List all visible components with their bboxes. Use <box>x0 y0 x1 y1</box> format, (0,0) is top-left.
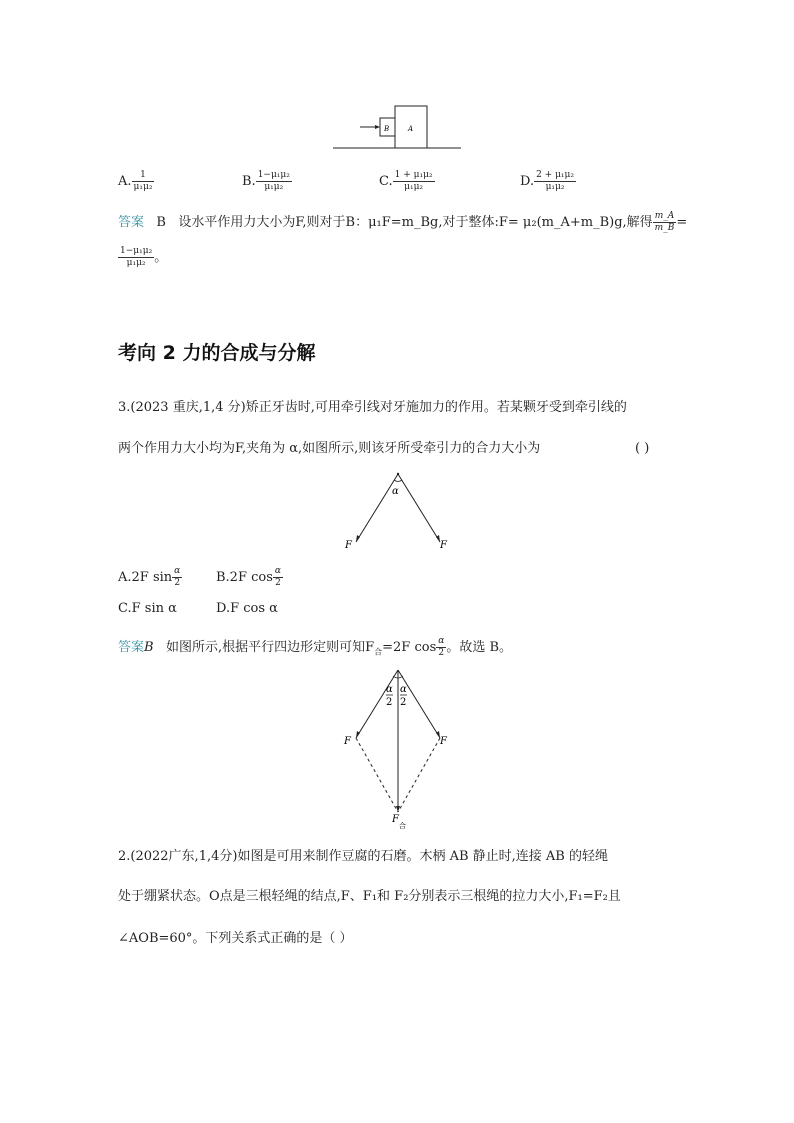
arrow-head-down-icon <box>396 806 400 812</box>
q3-line2: 两个作用力大小均为F,夹角为 α,如图所示,则该牙所受牵引力的合力大小为 <box>118 441 541 456</box>
q1-option-b: B. $\frac{\text{1−μ₁μ₂}}{\text{μ₁μ₂}}$ <box>242 170 290 192</box>
block-diagram <box>325 100 465 155</box>
q1-answer: 答案 B 设水平作用力大小为F,则对于B：μ₁F=m_Bg,对于整体:F= μ₂(m_A+m_B)g,解得 $\frac{m\_A}{m\_B}$ = <box>118 211 688 233</box>
f-right-label: F <box>440 736 447 747</box>
answer-label: 答案 <box>118 640 145 655</box>
angle-arc <box>394 480 402 482</box>
q3-line1: 3.(2023 重庆,1,4 分)矫正牙齿时,可用牵引线对牙施加力的作用。若某颗牙受到牵引线的 <box>118 400 627 415</box>
force-line-right <box>398 474 440 542</box>
vertex-dot <box>397 473 399 475</box>
dashed-line-right <box>398 738 440 812</box>
section-title: 考向 2 力的合成与分解 <box>118 342 316 364</box>
f-left-label: F <box>345 540 352 551</box>
answer-label: 答案 <box>118 215 145 230</box>
arrow-head-icon <box>375 125 380 129</box>
q2-line2: 处于绷紧状态。O点是三根轻绳的结点,F、F₁和 F₂分别表示三根绳的拉力大小,F₁=F₂且 <box>118 889 621 904</box>
alpha-left-label: α <box>386 684 393 695</box>
dashed-line-left <box>356 738 398 812</box>
alpha-label: α <box>392 486 399 497</box>
two-left-label: 2 <box>386 697 393 708</box>
alpha-right-label: α <box>400 684 407 695</box>
q1-option-c: C. $\frac{\text{1 + μ₁μ₂}}{\text{μ₁μ₂}}$ <box>379 170 433 192</box>
force-figure-1 <box>340 468 460 554</box>
q2-line1: 2.(2022广东,1,4分)如图是可用来制作豆腐的石磨。木柄 AB 静止时,连接 AB 的轻绳 <box>118 849 608 864</box>
q3-option-d: D.F cos α <box>216 601 278 616</box>
two-right-label: 2 <box>400 697 407 708</box>
q1-option-a: A. $\frac{1}{\text{μ₁μ₂}}$ <box>118 170 153 192</box>
q3-bracket: ( ) <box>635 441 650 456</box>
q3-option-c: C.F sin α <box>118 601 177 616</box>
f-res-sub-label: 合 <box>399 822 406 830</box>
force-line-left <box>356 474 398 542</box>
f-res-label: F <box>392 814 399 825</box>
q3-option-a: A.2F sin $\frac{\alpha}{2}$ <box>118 566 181 588</box>
q3-answer: 答案B 如图所示,根据平行四边形定则可知$F_合=2F$ cos $\frac{\alpha}{2}$ 。故选 B。 <box>118 636 513 658</box>
q1-answer-result: $\frac{\text{1−μ₁μ₂}}{\text{μ₁μ₂}}$ 。 <box>120 246 168 268</box>
force-figure-2 <box>340 664 460 834</box>
label-b: B <box>384 125 390 133</box>
q1-option-d: D. $\frac{\text{2 + μ₁μ₂}}{\text{μ₁μ₂}}$ <box>520 170 574 192</box>
f-left-label: F <box>344 736 351 747</box>
q2-line3: ∠AOB=60°。下列关系式正确的是（ ） <box>118 931 353 946</box>
f-right-label: F <box>440 540 447 551</box>
label-a: A <box>408 125 414 133</box>
q3-option-b: B.2F cos $\frac{\alpha}{2}$ <box>216 566 281 588</box>
